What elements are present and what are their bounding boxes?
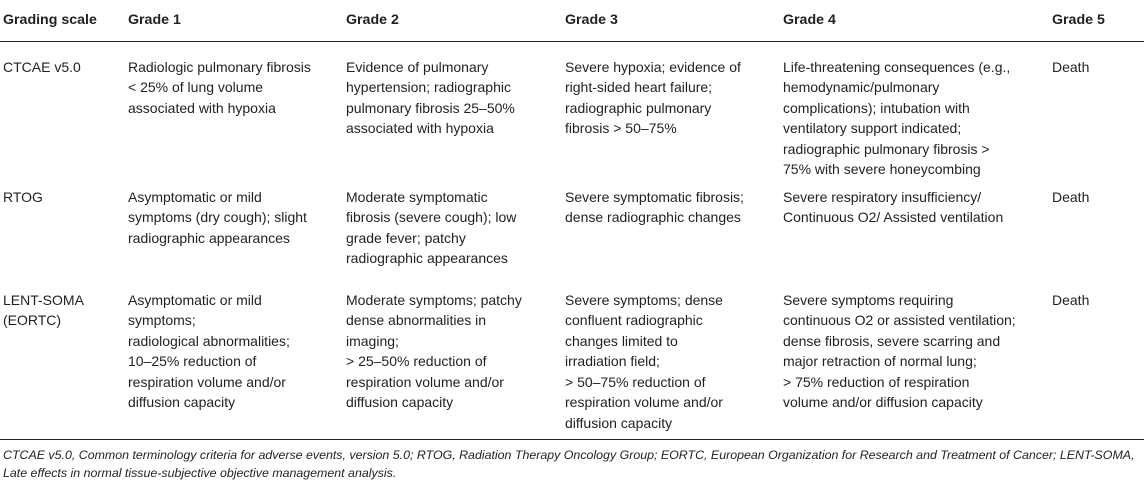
header-grade-3: Grade 3 [565,12,618,28]
cell-scale: CTCAE v5.0 [3,58,81,75]
header-grade-4: Grade 4 [783,12,836,28]
cell-grade-2: Moderate symptoms; patchy dense abnormalities in imaging; > 25–50% reduction of respiration volume and/or diffusion capacity [346,291,522,410]
cell-grade-1: Asymptomatic or mild symptoms; radiological abnormalities; 10–25% reduction of respiration volume and/or diffusion capacity [128,291,290,410]
cell-grade-4: Severe respiratory insufficiency/ Continuous O2/ Assisted ventilation [783,188,1004,225]
header-grade-2: Grade 2 [346,12,399,28]
cell-grade-4: Severe symptoms requiring continuous O2 or assisted ventilation; dense fibrosis, severe scarring and major retraction of normal lung; > 75% reduction of respiration volume and/or diffusion capacity [783,291,1016,410]
cell-grade-5: Death [1052,188,1090,205]
cell-grade-2: Evidence of pulmonary hypertension; radiographic pulmonary fibrosis 25–50% associated with hypoxia [346,58,515,136]
cell-scale: LENT-SOMA (EORTC) [3,291,84,328]
cell-grade-5: Death [1052,58,1090,75]
cell-grade-3: Severe symptoms; dense confluent radiographic changes limited to irradiation field; > 50–75% reduction of respiration volume and/or diffusion capacity [565,291,723,431]
cell-scale: RTOG [3,188,43,205]
header-row [0,0,1144,41]
cell-grade-4: Life-threatening consequences (e.g., hemodynamic/pulmonary complications); intubation with ventilatory support indicated; radiographic pulmonary fibrosis > 75% with severe honeycombing [783,58,1011,177]
table-caption: CTCAE v5.0, Common terminology criteria for adverse events, version 5.0; RTOG, Radiation Therapy Oncology Group; EORTC, European Organization for Research and Treatment of Cancer; LENT-SOMA, Late effects in normal tissue-subjective objective management analysis. [3,448,1135,480]
header-grade-1: Grade 1 [128,12,181,28]
table-body [0,41,1144,440]
cell-grade-5: Death [1052,291,1090,308]
table-row [0,288,1144,440]
table-header [0,0,1144,41]
cell-grade-3: Severe hypoxia; evidence of right-sided heart failure; radiographic pulmonary fibrosis > 50–75% [565,58,741,136]
cell-grade-1: Asymptomatic or mild symptoms (dry cough); slight radiographic appearances [128,188,307,246]
cell-grade-2: Moderate symptomatic fibrosis (severe cough); low grade fever; patchy radiographic appearances [346,188,517,266]
table-row [0,186,1144,288]
cell-grade-1: Radiologic pulmonary fibrosis < 25% of lung volume associated with hypoxia [128,58,311,116]
header-grading-scale: Grading scale [3,12,97,28]
table-row [0,41,1144,186]
header-grade-5: Grade 5 [1052,12,1105,28]
cell-grade-3: Severe symptomatic fibrosis; dense radiographic changes [565,188,744,225]
